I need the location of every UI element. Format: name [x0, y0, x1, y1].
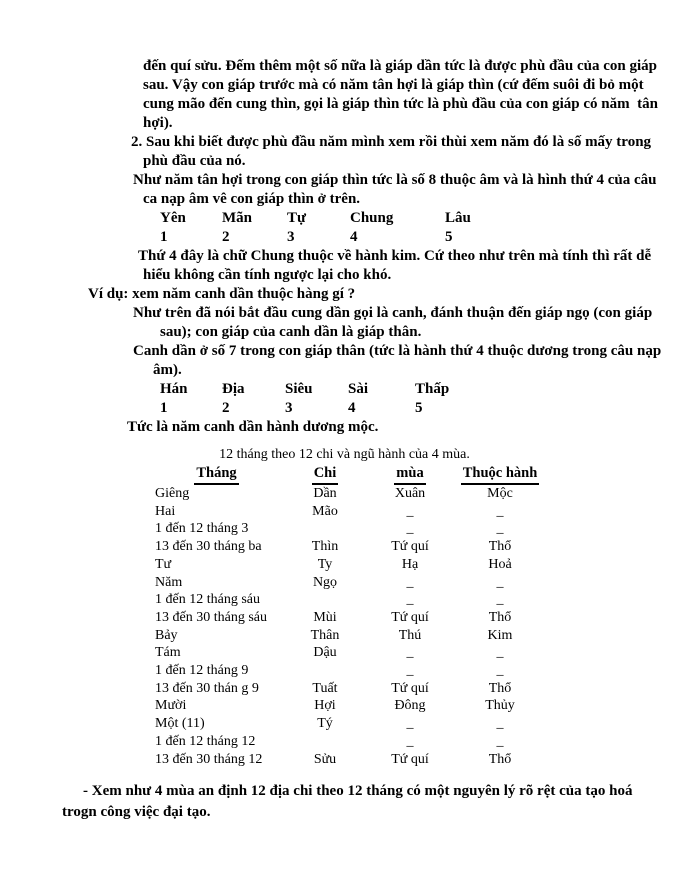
table-row: [148, 644, 689, 662]
table-cell-chi: Mão: [312, 503, 338, 519]
table-cell-hanh: _: [496, 716, 504, 732]
table-cell-mua: Đông: [394, 698, 426, 714]
napam-word: Lâu: [445, 210, 471, 226]
table-cell-hanh: Thổ: [488, 539, 512, 555]
column-header-label: Thuộc hành: [461, 464, 540, 485]
table-cell-mua: _: [406, 663, 414, 679]
table-cell-chi: Tý: [317, 716, 333, 732]
table-cell-mua: Tứ quí: [391, 751, 429, 767]
napam-number: 5: [415, 400, 423, 416]
table-cell-chi: Mùi: [313, 609, 337, 625]
table-cell-month: 1 đến 12 tháng sáu: [155, 592, 260, 608]
table-cell-month: 1 đến 12 tháng 3: [155, 521, 249, 537]
table-cell-month: Giêng: [155, 486, 190, 501]
text-line: Tức là năm canh dần hành dương mộc.: [127, 419, 379, 435]
napam-sequence-2-numbers: [0, 399, 689, 418]
table-row: [148, 715, 689, 733]
text-line: sau. Vậy con giáp trước mà có năm tân hợi là giáp thìn (cứ đếm suôi đi bỏ một: [143, 77, 644, 93]
text-line: cung mão đến cung thìn, gọi là giáp thìn tức là phù đầu của con giáp có năm tân: [143, 96, 658, 112]
table-cell-chi: Dậu: [313, 645, 337, 661]
table-cell-hanh: Thổ: [488, 680, 512, 696]
table-cell-hanh: _: [496, 663, 504, 679]
table-cell-month: Tám: [155, 645, 181, 661]
table-cell-hanh: Thủy: [485, 698, 515, 714]
table-row: [148, 680, 689, 698]
table-row: [148, 662, 689, 680]
table-body: [0, 485, 689, 768]
table-cell-chi: Tuất: [312, 680, 338, 696]
napam-sequence-1-numbers: [0, 228, 689, 247]
table-cell-chi: [285, 733, 365, 751]
text-line: Thứ 4 đây là chữ Chung thuộc về hành kim. Cứ theo như trên mà tính thì rất dễ: [138, 248, 652, 264]
table-cell-month: Một (11): [155, 716, 205, 732]
table-row: [148, 609, 689, 627]
napam-number: 1: [160, 229, 168, 245]
table-cell-month: Mười: [155, 698, 187, 714]
table-cell-chi: [285, 591, 365, 609]
table-cell-chi: Ngọ: [312, 574, 338, 590]
table-row: [148, 520, 689, 538]
table-cell-chi: Thân: [310, 627, 340, 643]
table-cell-mua: Xuân: [394, 486, 426, 501]
napam-number: 4: [350, 229, 358, 245]
table-row: [148, 697, 689, 715]
napam-word: Sài: [348, 381, 369, 397]
numbered-item-line: 2. Sau khi biết được phù đầu năm mình xem rồi thùi xem năm đó là số mấy trong: [131, 134, 652, 150]
table-cell-chi: [285, 662, 365, 680]
table-row: [148, 591, 689, 609]
table-cell-mua: _: [406, 733, 414, 749]
napam-number: 1: [160, 400, 168, 416]
table-row: [148, 503, 689, 521]
table-cell-chi: Ty: [317, 556, 333, 572]
column-header-mua: [365, 464, 455, 485]
table-cell-chi: Dần: [313, 486, 337, 501]
table-cell-month: 13 đến 30 tháng sáu: [155, 609, 267, 625]
column-header-label: Tháng: [194, 464, 238, 485]
main-text-block: [0, 57, 689, 437]
napam-word: Hán: [160, 381, 188, 397]
table-cell-mua: _: [406, 503, 414, 519]
column-header-thuoc-hanh: [455, 464, 545, 485]
napam-sequence-1-words: [0, 209, 689, 228]
table-cell-mua: Thú: [398, 627, 422, 643]
napam-word: Tự: [287, 210, 307, 226]
table-cell-month: Năm: [155, 574, 183, 590]
table-cell-hanh: _: [496, 503, 504, 519]
table-cell-chi: Sửu: [313, 751, 337, 767]
napam-number: 3: [285, 400, 293, 416]
table-row: [148, 751, 689, 769]
table-cell-month: Tư: [155, 556, 172, 572]
table-row: [148, 574, 689, 592]
text-line: Như năm tân hợi trong con giáp thìn tức là số 8 thuộc âm và là hình thứ 4 của câu: [133, 172, 657, 188]
text-line: sau); con giáp của canh dần là giáp thân.: [160, 324, 422, 340]
table-cell-hanh: Hoả: [488, 556, 512, 572]
column-header-label: Chi: [312, 464, 339, 485]
napam-word: Yên: [160, 210, 186, 226]
column-header-thang: [148, 464, 285, 485]
table-cell-hanh: _: [496, 574, 504, 590]
napam-number: 3: [287, 229, 295, 245]
table-cell-month: Bảy: [155, 627, 178, 643]
column-header-chi: [285, 464, 365, 485]
table-cell-month: 1 đến 12 tháng 9: [155, 663, 249, 679]
text-line: - Xem như 4 mùa an định 12 địa chi theo 12 tháng có một nguyên lý rõ rệt của tạo hoá: [83, 783, 633, 800]
table-row: [148, 556, 689, 574]
table-cell-hanh: Kim: [487, 627, 513, 643]
table-header-row: [148, 464, 689, 485]
text-line: âm).: [153, 362, 182, 378]
table-cell-mua: Tứ quí: [391, 680, 429, 696]
napam-word: Mãn: [222, 210, 252, 226]
napam-word: Địa: [222, 381, 245, 397]
table-cell-mua: Hạ: [401, 556, 419, 572]
table-cell-chi: [285, 520, 365, 538]
closing-paragraph: [0, 781, 689, 823]
napam-word: Chung: [350, 210, 394, 226]
table-cell-mua: _: [406, 574, 414, 590]
table-cell-hanh: _: [496, 521, 504, 537]
table-cell-chi: Hợi: [314, 698, 336, 714]
text-line: hiểu không cần tính ngược lại cho khó.: [143, 267, 392, 283]
table-cell-month: 13 đến 30 tháng 12: [155, 751, 263, 767]
text-line: hợi).: [143, 115, 173, 131]
table-cell-month: 13 đến 30 thán g 9: [155, 680, 259, 696]
table-row: [148, 485, 689, 503]
table-cell-mua: Tứ quí: [391, 609, 429, 625]
table-row: [148, 733, 689, 751]
text-line: phù đầu của nó.: [143, 153, 246, 169]
table-cell-hanh: _: [496, 645, 504, 661]
table-cell-month: Hai: [155, 503, 176, 519]
napam-number: 2: [222, 400, 230, 416]
table-cell-mua: _: [406, 521, 414, 537]
napam-number: 5: [445, 229, 453, 245]
text-line: Như trên đã nói bắt đầu cung dần gọi là canh, đánh thuận đến giáp ngọ (con giáp: [133, 305, 653, 321]
text-line: trogn công việc đại tạo.: [62, 804, 211, 821]
table-cell-mua: Tứ quí: [391, 539, 429, 555]
table-cell-month: 13 đến 30 tháng ba: [155, 539, 262, 555]
table-cell-hanh: _: [496, 733, 504, 749]
column-header-label: mùa: [394, 464, 425, 485]
napam-number: 4: [348, 400, 356, 416]
table-cell-hanh: Thổ: [488, 609, 512, 625]
napam-sequence-2-words: [0, 380, 689, 399]
text-line: Canh dần ở số 7 trong con giáp thân (tức là hành thứ 4 thuộc dương trong câu nạp: [133, 343, 662, 359]
table-row: [148, 538, 689, 556]
table-cell-mua: _: [406, 716, 414, 732]
months-table: [0, 446, 689, 768]
table-cell-mua: _: [406, 592, 414, 608]
table-cell-hanh: Thổ: [488, 751, 512, 767]
napam-number: 2: [222, 229, 230, 245]
table-cell-mua: _: [406, 645, 414, 661]
table-title: 12 tháng theo 12 chi và ngũ hành của 4 mùa.: [219, 447, 470, 462]
text-line: ca nạp âm vê con giáp thìn ở trên.: [143, 191, 361, 207]
example-label-line: Ví dụ: xem năm canh dần thuộc hàng gí ?: [88, 286, 356, 302]
table-cell-hanh: _: [496, 592, 504, 608]
text-line: đến quí sửu. Đếm thêm một số nữa là giáp dần tức là được phù đầu của con giáp: [143, 58, 657, 74]
table-row: [148, 627, 689, 645]
table-cell-month: 1 đến 12 tháng 12: [155, 733, 256, 749]
table-cell-chi: Thìn: [311, 539, 339, 555]
napam-word: Siêu: [285, 381, 313, 397]
napam-word: Thấp: [415, 381, 450, 397]
table-cell-hanh: Mộc: [487, 486, 513, 501]
